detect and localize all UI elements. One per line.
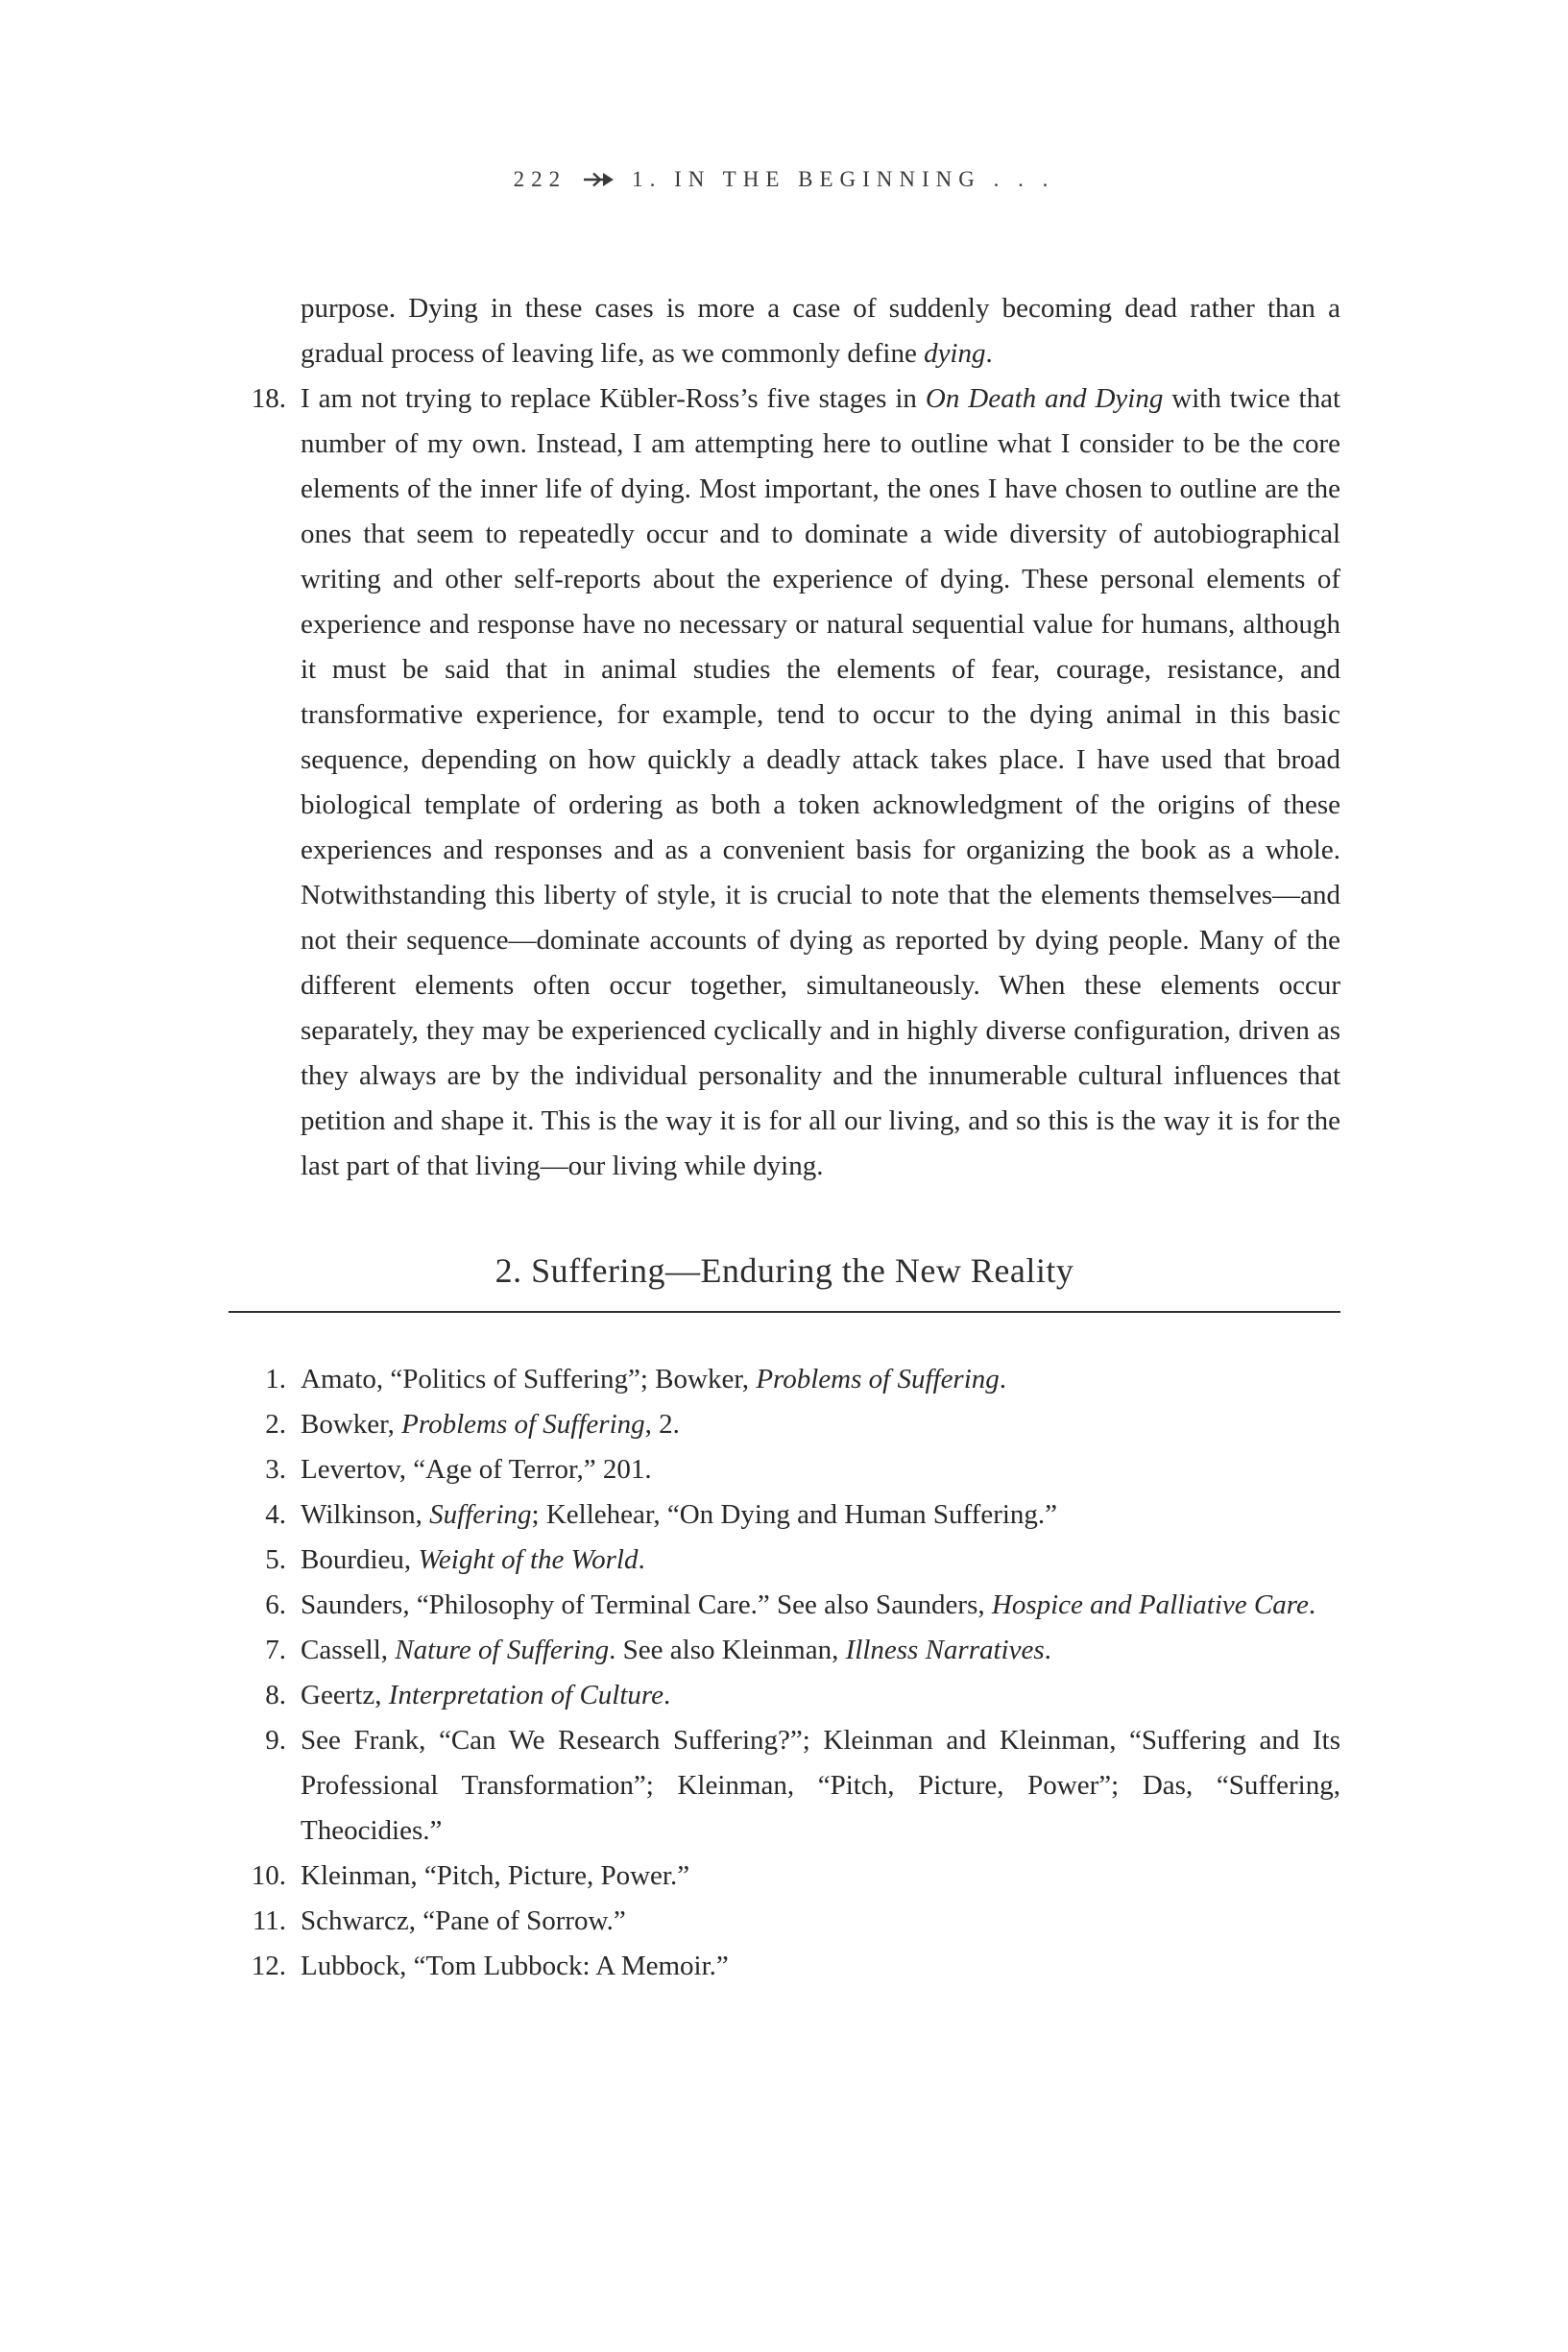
note-number: 10. [251,1860,286,1891]
endnote-18 [229,376,1340,1189]
endnote-continuation: purpose. Dying in these cases is more a case of suddenly becoming dead rather than a gradual process of leaving life, as we commonly define dying. [301,293,1340,369]
page-number: 222 [513,167,567,191]
heading-rule [229,1311,1340,1313]
note-text: Schwarcz, “Pane of Sorrow.” [301,1905,626,1936]
note-item [229,1447,1340,1492]
note-text: See Frank, “Can We Research Suffering?”; Kleinman and Kleinman, “Suffering and Its Professional Transformation”; Kleinman, “Pitch, Picture, Power”; Das, “Suffering, Theocidies.” [301,1725,1340,1846]
note-text: Saunders, “Philosophy of Terminal Care.” See also Saunders, Hospice and Palliative Care. [301,1589,1316,1620]
note-text: Lubbock, “Tom Lubbock: A Memoir.” [301,1951,729,1981]
chapter-section-heading: 2. Suffering—Enduring the New Reality [495,1251,1074,1290]
running-header [0,167,1568,195]
running-title: 1. IN THE BEGINNING . . . [632,167,1055,191]
note-number: 11. [252,1905,286,1936]
note-text: Levertov, “Age of Terror,” 201. [301,1454,652,1485]
note-text: Wilkinson, Suffering; Kellehear, “On Dying and Human Suffering.” [301,1499,1058,1530]
note-number: 2. [265,1409,286,1440]
two-headed-arrow-icon [582,170,615,195]
page-content [229,286,1340,1989]
note-number: 3. [265,1454,286,1485]
note-number: 1. [265,1364,286,1394]
note-number: 5. [265,1544,286,1575]
note-item [229,1628,1340,1673]
note-item [229,1673,1340,1718]
note-item [229,1402,1340,1447]
note-number: 8. [265,1680,286,1710]
note-item [229,1854,1340,1899]
note-text: I am not trying to replace Kübler-Ross’s five stages in On Death and Dying with twice that number of my own. Instead, I am attempting here to outline what I consider to be the core elements of the inner life of dying. Most important, the ones I have chosen to outline are the ones that seem to repeatedly occur and to dominate a wide diversity of autobiographical writing and other self-reports about the experience of dying. These personal elements of experience and response have no necessary or natural sequential value for humans, although it must be said that in animal studies the elements of fear, courage, resistance, and transformative experience, for example, tend to occur to the dying animal in this basic sequence, depending on how quickly a deadly attack takes place. I have used that broad biological template of ordering as both a token acknowledgment of the origins of these experiences and responses and as a convenient basis for organizing the book as a whole. Notwithstanding this liberty of style, it is crucial to note that the elements themselves—and not their sequence—dominate accounts of dying as reported by dying people. Many of the different elements often occur together, simultaneously. When these elements occur separately, they may be experienced cyclically and in highly diverse configuration, driven as they always are by the individual personality and the innumerable cultural influences that petition and shape it. This is the way it is for all our living, and so this is the way it is for the last part of that living—our living while dying. [301,383,1340,1181]
note-item [229,1538,1340,1583]
note-number: 6. [265,1589,286,1620]
note-text: Amato, “Politics of Suffering”; Bowker, Problems of Suffering. [301,1364,1007,1394]
note-text: Bourdieu, Weight of the World. [301,1544,645,1575]
note-text: Cassell, Nature of Suffering. See also Kleinman, Illness Narratives. [301,1635,1051,1665]
note-number: 4. [265,1499,286,1530]
note-text: Kleinman, “Pitch, Picture, Power.” [301,1860,690,1891]
note-number: 18. [251,383,286,414]
note-text: Bowker, Problems of Suffering, 2. [301,1409,680,1440]
note-number: 9. [265,1725,286,1756]
note-number: 12. [251,1951,286,1981]
note-item [229,1944,1340,1989]
note-item [229,1492,1340,1538]
note-item [229,1357,1340,1402]
note-item [229,1718,1340,1854]
note-number: 7. [265,1635,286,1665]
note-item [229,1899,1340,1944]
note-text: Geertz, Interpretation of Culture. [301,1680,671,1710]
chapter2-notes-list [229,1357,1340,1989]
note-item [229,1583,1340,1628]
